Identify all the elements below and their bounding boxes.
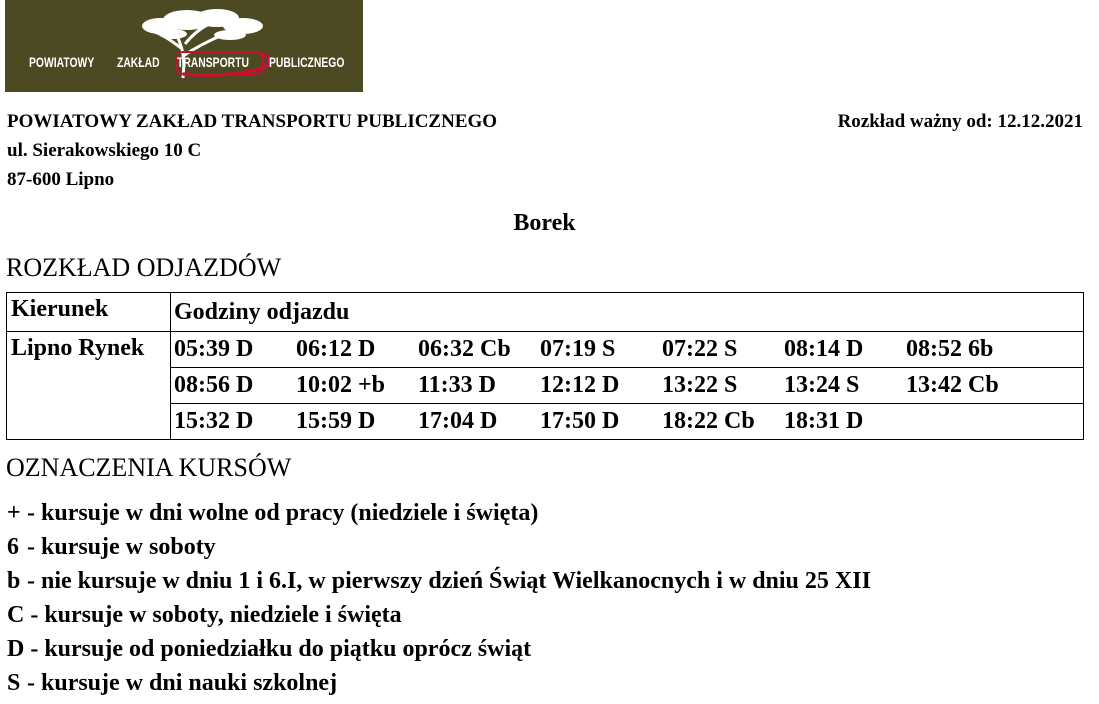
stop-name: Borek xyxy=(513,210,576,236)
timetable xyxy=(6,292,1084,440)
departure-time: 15:59 D xyxy=(296,408,376,434)
departure-time: 17:04 D xyxy=(418,408,498,434)
logo-word-1: POWIATOWY xyxy=(29,54,95,70)
logo-word-3: TRANSPORTU xyxy=(177,54,249,70)
departure-row xyxy=(174,372,1083,399)
departure-time: 07:19 S xyxy=(540,336,616,362)
legend-item xyxy=(7,496,871,530)
departure-time: 08:14 D xyxy=(784,336,864,362)
departure-row xyxy=(174,408,1083,435)
departure-time: 17:50 D xyxy=(540,408,620,434)
company-logo xyxy=(5,0,363,92)
departure-time: 10:02 +b xyxy=(296,372,386,398)
legend-symbol: S xyxy=(7,670,21,696)
departure-time: 18:22 Cb xyxy=(662,408,755,434)
legend-text: - kursuje w dni wolne od pracy (niedziele i święta) xyxy=(21,500,539,526)
legend-item xyxy=(7,632,871,666)
legend-text: - nie kursuje w dniu 1 i 6.I, w pierwszy dzień Świąt Wielkanocnych i w dniu 25 XII xyxy=(21,568,871,594)
validity-date: Rozkład ważny od: 12.12.2021 xyxy=(837,111,1083,132)
departure-time: 18:31 D xyxy=(784,408,864,434)
legend-text: - kursuje w soboty xyxy=(21,534,216,560)
departure-time: 08:56 D xyxy=(174,372,254,398)
legend-text: - kursuje w soboty, niedziele i święta xyxy=(24,602,402,628)
departure-row xyxy=(174,336,1083,363)
logo-word-2: ZAKŁAD xyxy=(117,54,160,70)
departure-time: 11:33 D xyxy=(418,372,496,398)
legend-text: - kursuje w dni nauki szkolnej xyxy=(21,670,338,696)
company-city: 87-600 Lipno xyxy=(7,169,115,190)
departure-time: 13:22 S xyxy=(662,372,738,398)
legend-list xyxy=(7,496,871,700)
departure-time: 08:52 6b xyxy=(906,336,994,362)
departure-time: 06:12 D xyxy=(296,336,376,362)
legend-symbol: b xyxy=(7,568,21,594)
logo-wordmark xyxy=(5,50,363,74)
legend-item xyxy=(7,530,871,564)
legend-symbol: + xyxy=(7,500,21,526)
direction-cell: Lipno Rynek xyxy=(7,332,171,440)
legend-symbol: 6 xyxy=(7,534,19,560)
company-street: ul. Sierakowskiego 10 C xyxy=(7,140,202,161)
logo-word-4: PUBLICZNEGO xyxy=(269,54,345,70)
legend-item xyxy=(7,598,871,632)
legend-title: OZNACZENIA KURSÓW xyxy=(6,453,292,482)
legend-item xyxy=(7,564,871,598)
company-name: POWIATOWY ZAKŁAD TRANSPORTU PUBLICZNEGO xyxy=(7,111,498,132)
departure-time: 05:39 D xyxy=(174,336,254,362)
legend-symbol: C xyxy=(7,602,25,628)
departure-time: 15:32 D xyxy=(174,408,254,434)
legend-item xyxy=(7,666,871,700)
departure-time: 07:22 S xyxy=(662,336,738,362)
table-row xyxy=(7,332,1084,368)
departure-time: 06:32 Cb xyxy=(418,336,511,362)
legend-text: - kursuje od poniedziałku do piątku oprócz świąt xyxy=(24,636,532,662)
company-address xyxy=(7,107,497,194)
timetable-title: ROZKŁAD ODJAZDÓW xyxy=(6,253,282,282)
departure-time: 13:24 S xyxy=(784,372,860,398)
column-header-times: Godziny odjazdu xyxy=(171,293,1084,332)
tree-logo-icon xyxy=(5,0,363,92)
departure-time: 12:12 D xyxy=(540,372,620,398)
departure-time: 13:42 Cb xyxy=(906,372,999,398)
column-header-direction: Kierunek xyxy=(7,293,171,332)
timetable-header-row xyxy=(7,293,1084,332)
legend-symbol: D xyxy=(7,636,25,662)
